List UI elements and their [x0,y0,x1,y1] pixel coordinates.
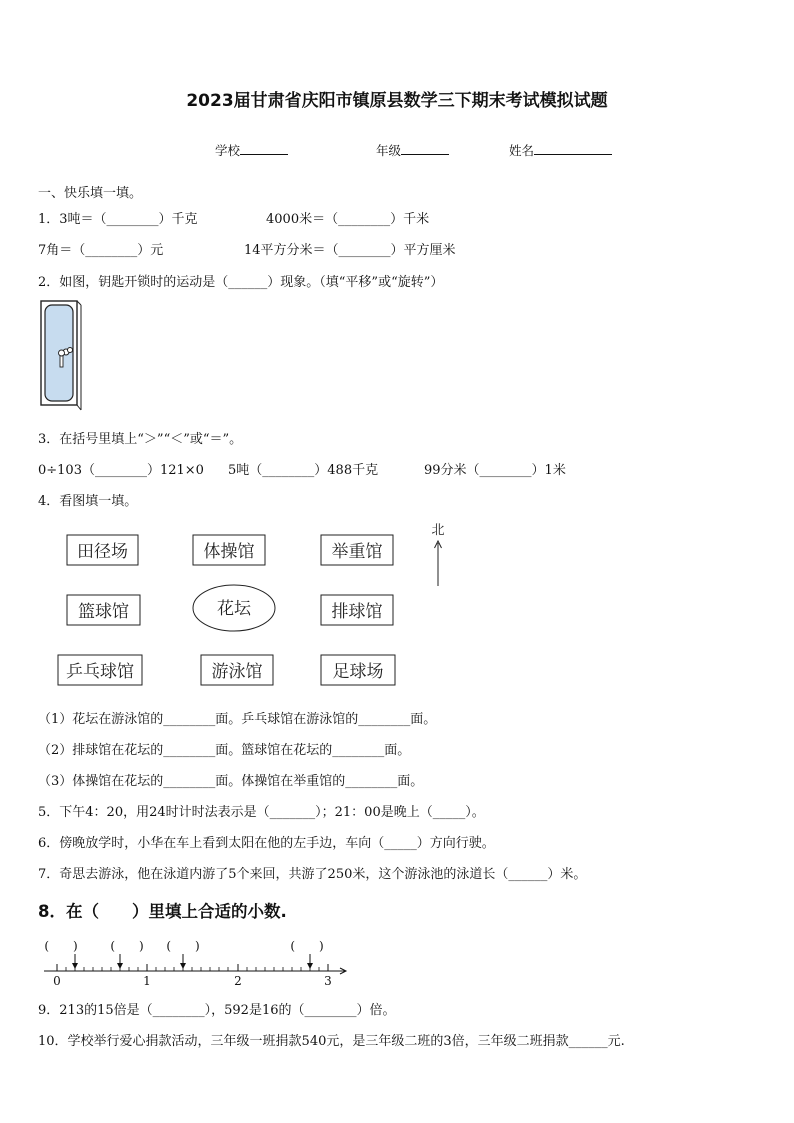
q4-sub1: （1）花坛在游泳馆的________面。乒乓球馆在游泳馆的________面。 [38,712,437,727]
q4-sub3: （3）体操馆在花坛的________面。体操馆在举重馆的________面。 [38,774,424,789]
pointer-arrow-3-icon [180,954,186,969]
place-zuqiu [321,655,395,685]
q7-text: 7．奇思去游泳，他在泳道内游了5个来回，共游了250米，这个游泳池的泳道长（______）米。 [38,867,587,882]
place-paiqiu [321,595,393,625]
grade-blank[interactable] [401,142,449,155]
svg-text:足球场: 足球场 [332,662,384,682]
svg-text:排球馆: 排球馆 [331,602,383,622]
pointer-arrow-1-icon [72,954,78,969]
north-arrow-icon [431,523,444,586]
page-title: 2023届甘肃省庆阳市镇原县数学三下期末考试模拟试题 [186,91,608,111]
svg-text:花坛: 花坛 [217,599,251,619]
door-with-key-image [40,300,82,412]
q6-text: 6．傍晚放学时，小华在车上看到太阳在他的左手边，车向（_____）方向行驶。 [38,836,495,851]
grade-field [376,141,449,159]
place-lanqiu [67,595,140,625]
q4-sub2: （2）排球馆在花坛的________面。篮球馆在花坛的________面。 [38,743,411,758]
place-ticao [193,535,265,565]
svg-text:游泳馆: 游泳馆 [211,662,263,682]
q3-a: 0÷103（________）121×0 [38,463,204,478]
svg-text:举重馆: 举重馆 [331,542,383,562]
grade-label: 年级 [376,143,402,158]
name-field [509,141,612,159]
name-label: 姓名 [509,143,535,158]
place-youyong [201,655,273,685]
svg-text:北: 北 [431,523,445,538]
q1-d: 14平方分米＝（________）平方厘米 [244,243,456,258]
bracket-3: ( ) [166,939,200,953]
place-huatan [193,585,275,631]
q3-c: 99分米（________）1米 [424,463,566,478]
pointer-arrow-4-icon [307,954,313,969]
tick-label-2: 2 [234,974,242,988]
q3-text: 3．在括号里填上“＞”“＜”或“＝”。 [38,432,243,447]
bracket-1: ( ) [44,939,78,953]
school-blank[interactable] [240,142,288,155]
q1-b: 4000米＝（________）千米 [266,212,430,227]
name-blank[interactable] [534,142,612,155]
svg-text:体操馆: 体操馆 [203,542,255,562]
svg-text:乒乓球馆: 乒乓球馆 [66,662,134,682]
section-heading: 一、快乐填一填。 [38,186,143,201]
tick-label-0: 0 [53,974,61,988]
q8-text: 8．在（ ）里填上合适的小数. [38,902,287,921]
minor-ticks [66,967,319,971]
q1-c: 7角＝（________）元 [38,243,164,258]
campus-map [50,518,470,690]
q2-text: 2．如图，钥匙开锁时的运动是（______）现象。（填“平移”或“旋转”） [38,275,444,290]
tick-label-3: 3 [324,974,332,988]
q5-text: 5．下午4：20，用24时计时法表示是（_______）；21：00是晚上（_____）。 [38,805,485,820]
number-line [40,934,360,990]
svg-text:篮球馆: 篮球馆 [78,602,129,622]
q3-b: 5吨（________）488千克 [228,463,379,478]
q1-a: 1．3吨＝（________）千克 [38,212,198,227]
q9-text: 9．213的15倍是（________），592是16的（________）倍。 [38,1003,396,1018]
q10-text: 10．学校举行爱心捐款活动，三年级一班捐款540元，是三年级二班的3倍，三年级二班捐款______元. [38,1034,625,1049]
q4-text: 4．看图填一填。 [38,494,138,509]
place-juzhong [321,535,393,565]
bracket-4: ( ) [290,939,324,953]
place-tianjing [67,535,138,565]
place-pingpang [58,655,142,685]
bracket-2: ( ) [110,939,144,953]
svg-text:田径场: 田径场 [77,542,128,562]
school-field [215,141,288,159]
school-label: 学校 [215,143,241,158]
tick-label-1: 1 [143,974,151,988]
pointer-arrow-2-icon [117,954,123,969]
